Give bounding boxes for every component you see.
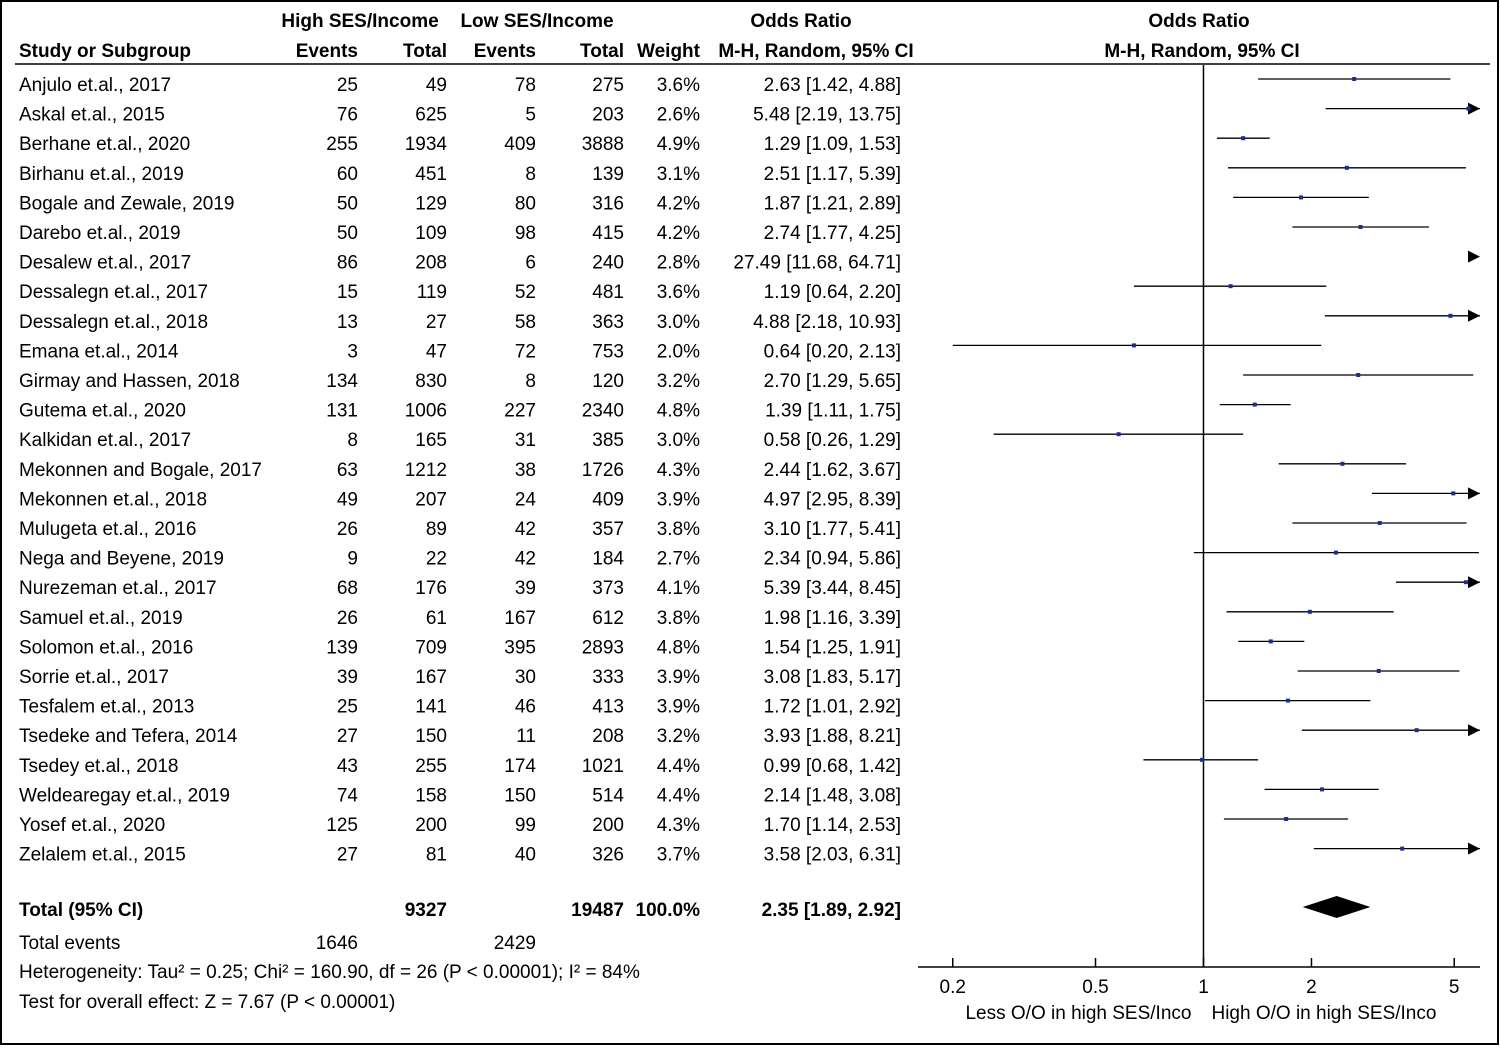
point-estimate — [1308, 610, 1312, 614]
total1-cell: 255 — [415, 755, 447, 777]
total1-cell: 830 — [415, 371, 447, 392]
events1-cell: 255 — [326, 134, 358, 156]
weight-cell: 4.2% — [656, 223, 700, 244]
events2-cell: 52 — [514, 282, 536, 304]
point-estimate — [1299, 195, 1303, 199]
total2-cell: 275 — [592, 75, 624, 96]
events1-cell: 13 — [336, 311, 358, 333]
weight-cell: 4.4% — [656, 785, 700, 807]
weight-cell: 3.9% — [656, 667, 700, 688]
total2-cell: 481 — [592, 282, 624, 304]
events1-cell: 9 — [347, 548, 358, 570]
study-name: Askal et.al., 2015 — [19, 104, 165, 126]
ci-text-cell: 1.39 [1.11, 1.75] — [765, 400, 901, 422]
point-estimate — [1229, 284, 1233, 288]
events1-cell: 26 — [336, 607, 358, 629]
events1-cell: 43 — [336, 755, 358, 777]
total2-cell: 326 — [592, 844, 624, 866]
weight-cell: 4.8% — [656, 637, 700, 659]
point-estimate — [1340, 462, 1344, 466]
events2-cell: 38 — [514, 459, 536, 481]
total2-cell: 200 — [592, 815, 624, 836]
total2-cell: 2893 — [581, 637, 624, 659]
events2-cell: 72 — [514, 341, 536, 363]
point-estimate — [1334, 551, 1338, 555]
col-total2-header: Total — [580, 41, 624, 62]
total2-cell: 409 — [592, 489, 624, 511]
total1-cell: 109 — [415, 223, 447, 244]
study-name: Tsedey et.al., 2018 — [19, 755, 179, 777]
x-tick-label: 2 — [1306, 977, 1317, 998]
total1-cell: 625 — [415, 104, 447, 126]
total1-cell: 165 — [415, 430, 447, 452]
total2-cell: 2340 — [581, 400, 624, 422]
col-events2-header: Events — [473, 41, 536, 62]
weight-cell: 3.9% — [656, 489, 700, 511]
total-n2: 19487 — [571, 900, 624, 921]
study-name: Solomon et.al., 2016 — [19, 637, 194, 659]
total1-cell: 158 — [415, 785, 447, 807]
events1-cell: 74 — [336, 785, 358, 807]
events2-cell: 8 — [525, 371, 536, 392]
study-name: Nurezeman et.al., 2017 — [19, 578, 217, 600]
heterogeneity-text: Heterogeneity: Tau² = 0.25; Chi² = 160.90, df = 26 (P < 0.00001); I² = 84% — [19, 962, 640, 983]
weight-cell: 3.0% — [656, 311, 700, 333]
total2-cell: 240 — [592, 252, 624, 274]
ci-text-cell: 0.64 [0.20, 2.13] — [763, 341, 901, 363]
point-estimate — [1132, 343, 1136, 347]
events2-cell: 31 — [514, 430, 536, 452]
point-estimate — [1448, 314, 1452, 318]
point-estimate — [1466, 107, 1470, 111]
total1-cell: 176 — [415, 578, 447, 600]
group1-header: High SES/Income — [281, 11, 439, 32]
total2-cell: 1726 — [581, 459, 624, 481]
weight-cell: 3.8% — [656, 607, 700, 629]
ci-text-cell: 3.58 [2.03, 6.31] — [763, 844, 901, 866]
ci-text-cell: 1.54 [1.25, 1.91] — [763, 637, 901, 659]
events2-cell: 167 — [504, 607, 536, 629]
events2-cell: 80 — [514, 193, 536, 215]
point-estimate — [1378, 521, 1382, 525]
events1-cell: 25 — [336, 696, 358, 718]
total1-cell: 1212 — [404, 459, 447, 481]
total2-cell: 357 — [592, 519, 624, 540]
point-estimate — [1241, 136, 1245, 140]
total2-cell: 514 — [592, 785, 624, 807]
events1-cell: 60 — [336, 163, 358, 185]
events2-cell: 78 — [514, 75, 536, 96]
x-tick-label: 0.2 — [939, 977, 966, 998]
weight-cell: 2.8% — [656, 252, 700, 274]
total1-cell: 709 — [415, 637, 447, 659]
events2-cell: 24 — [514, 489, 536, 511]
ci-text-cell: 0.99 [0.68, 1.42] — [763, 755, 901, 777]
total2-cell: 1021 — [581, 755, 624, 777]
weight-cell: 3.9% — [656, 696, 700, 718]
events2-cell: 150 — [504, 785, 536, 807]
ci-text-cell: 4.88 [2.18, 10.93] — [753, 311, 901, 333]
study-name: Girmay and Hassen, 2018 — [19, 371, 240, 392]
ci-text-cell: 2.51 [1.17, 5.39] — [763, 163, 901, 185]
ci-text-cell: 1.72 [1.01, 2.92] — [763, 696, 901, 718]
col-ci-header-right: M-H, Random, 95% CI — [1104, 41, 1300, 62]
total2-cell: 753 — [592, 341, 624, 363]
events2-cell: 11 — [516, 726, 536, 748]
total2-cell: 316 — [592, 193, 624, 215]
point-estimate — [1415, 728, 1419, 732]
weight-cell: 4.8% — [656, 400, 700, 422]
events1-cell: 134 — [326, 371, 358, 392]
total2-cell: 612 — [592, 607, 624, 629]
events2-cell: 58 — [514, 311, 536, 333]
weight-cell: 4.3% — [656, 815, 700, 836]
ci-text-cell: 5.48 [2.19, 13.75] — [753, 104, 901, 126]
total1-cell: 141 — [415, 696, 447, 718]
events1-cell: 131 — [326, 400, 358, 422]
total1-cell: 119 — [416, 282, 447, 304]
point-estimate — [1464, 580, 1468, 584]
weight-cell: 3.2% — [656, 371, 700, 392]
total-events-label: Total events — [19, 933, 121, 954]
weight-cell: 2.6% — [656, 104, 700, 126]
study-name: Mulugeta et.al., 2016 — [19, 519, 197, 540]
weight-cell: 3.6% — [656, 75, 700, 96]
events1-cell: 27 — [336, 844, 358, 866]
weight-cell: 4.3% — [656, 459, 700, 481]
total1-cell: 81 — [425, 844, 447, 866]
total-weight: 100.0% — [635, 900, 700, 921]
events2-cell: 8 — [525, 163, 536, 185]
x-tick-label: 1 — [1198, 977, 1209, 998]
events1-cell: 39 — [336, 667, 358, 688]
study-name: Dessalegn et.al., 2017 — [19, 282, 209, 304]
study-name: Mekonnen et.al., 2018 — [19, 489, 208, 511]
events2-cell: 98 — [514, 223, 536, 244]
total2-cell: 184 — [592, 548, 624, 570]
point-estimate — [1400, 847, 1404, 851]
total2-cell: 333 — [592, 667, 624, 688]
study-name: Bogale and Zewale, 2019 — [19, 193, 235, 215]
weight-cell: 3.6% — [656, 282, 700, 304]
events2-cell: 409 — [504, 134, 536, 156]
col-weight-header: Weight — [637, 41, 700, 62]
ci-text-cell: 4.97 [2.95, 8.39] — [763, 489, 901, 511]
total1-cell: 150 — [415, 726, 447, 748]
point-estimate — [1284, 817, 1288, 821]
total-n1: 9327 — [404, 900, 447, 921]
figure-border — [1, 1, 1498, 1044]
events1-cell: 3 — [347, 341, 358, 363]
events1-cell: 86 — [336, 252, 358, 274]
ci-text-cell: 3.08 [1.83, 5.17] — [763, 667, 901, 688]
ci-text-cell: 1.29 [1.09, 1.53] — [763, 134, 901, 156]
total1-cell: 22 — [425, 548, 447, 570]
total1-cell: 200 — [415, 815, 447, 836]
weight-cell: 4.1% — [656, 578, 700, 600]
ci-text-cell: 3.10 [1.77, 5.41] — [763, 519, 901, 540]
odds-ratio-header-right: Odds Ratio — [1148, 11, 1250, 32]
study-name: Emana et.al., 2014 — [19, 341, 179, 363]
events2-cell: 46 — [514, 696, 536, 718]
study-name: Weldearegay et.al., 2019 — [19, 785, 230, 807]
total2-cell: 413 — [592, 696, 624, 718]
events1-cell: 49 — [336, 489, 358, 511]
total1-cell: 47 — [425, 341, 447, 363]
total2-cell: 120 — [592, 371, 624, 392]
point-estimate — [1269, 639, 1273, 643]
study-name: Yosef et.al., 2020 — [19, 815, 166, 836]
col-events1-header: Events — [295, 41, 358, 62]
total-events2: 2429 — [493, 933, 536, 954]
study-name: Anjulo et.al., 2017 — [19, 75, 172, 96]
ci-text-cell: 2.14 [1.48, 3.08] — [763, 785, 901, 807]
total2-cell: 363 — [592, 311, 624, 333]
events1-cell: 50 — [336, 193, 358, 215]
events2-cell: 39 — [514, 578, 536, 600]
study-name: Darebo et.al., 2019 — [19, 223, 181, 244]
study-name: Zelalem et.al., 2015 — [19, 844, 186, 866]
col-ci-header-left: M-H, Random, 95% CI — [718, 41, 914, 62]
total2-cell: 373 — [592, 578, 624, 600]
point-estimate — [1320, 787, 1324, 791]
total1-cell: 451 — [415, 163, 447, 185]
total1-cell: 129 — [415, 193, 447, 215]
events1-cell: 125 — [326, 815, 358, 836]
weight-cell: 3.8% — [656, 519, 700, 540]
events1-cell: 25 — [336, 75, 358, 96]
ci-text-cell: 2.34 [0.94, 5.86] — [763, 548, 901, 570]
study-name: Dessalegn et.al., 2018 — [19, 311, 209, 333]
weight-cell: 3.0% — [656, 430, 700, 452]
point-estimate — [1356, 373, 1360, 377]
total1-cell: 1934 — [404, 134, 447, 156]
events2-cell: 395 — [504, 637, 536, 659]
study-name: Tsedeke and Tefera, 2014 — [19, 726, 238, 748]
study-name: Mekonnen and Bogale, 2017 — [19, 459, 262, 481]
weight-cell: 3.2% — [656, 726, 700, 748]
weight-cell: 3.7% — [656, 844, 700, 866]
ci-text-cell: 5.39 [3.44, 8.45] — [763, 578, 901, 600]
events1-cell: 68 — [336, 578, 358, 600]
total1-cell: 208 — [415, 252, 447, 274]
group2-header: Low SES/Income — [460, 11, 614, 32]
events1-cell: 27 — [336, 726, 358, 748]
ci-text-cell: 2.70 [1.29, 5.65] — [763, 371, 901, 392]
total1-cell: 49 — [425, 75, 447, 96]
ci-text-cell: 1.19 [0.64, 2.20] — [763, 282, 901, 304]
events2-cell: 42 — [514, 548, 536, 570]
ci-text-cell: 2.44 [1.62, 3.67] — [763, 459, 901, 481]
total2-cell: 139 — [592, 163, 624, 185]
study-name: Tesfalem et.al., 2013 — [19, 696, 195, 718]
total1-cell: 27 — [425, 311, 447, 333]
total1-cell: 1006 — [404, 400, 447, 422]
ci-text-cell: 3.93 [1.88, 8.21] — [763, 726, 901, 748]
col-study-header: Study or Subgroup — [19, 41, 192, 62]
total1-cell: 207 — [415, 489, 447, 511]
events2-cell: 5 — [525, 104, 536, 126]
point-estimate — [1200, 758, 1204, 762]
weight-cell: 4.9% — [656, 134, 700, 156]
weight-cell: 3.1% — [656, 163, 700, 185]
point-estimate — [1253, 403, 1257, 407]
odds-ratio-header-left: Odds Ratio — [750, 11, 852, 32]
weight-cell: 2.7% — [656, 548, 700, 570]
total-ci-text: 2.35 [1.89, 2.92] — [761, 900, 901, 921]
total1-cell: 61 — [425, 607, 447, 629]
study-name: Sorrie et.al., 2017 — [19, 667, 169, 688]
col-total1-header: Total — [403, 41, 447, 62]
total-events1: 1646 — [315, 933, 358, 954]
total1-cell: 167 — [415, 667, 447, 688]
overall-effect-text: Test for overall effect: Z = 7.67 (P < 0.00001) — [19, 992, 396, 1013]
events2-cell: 40 — [514, 844, 536, 866]
total-label: Total (95% CI) — [19, 900, 144, 921]
events1-cell: 50 — [336, 223, 358, 244]
events1-cell: 8 — [347, 430, 358, 452]
x-axis-left-label: Less O/O in high SES/Inco — [965, 1003, 1192, 1024]
study-name: Gutema et.al., 2020 — [19, 400, 186, 422]
events1-cell: 63 — [336, 459, 358, 481]
x-tick-label: 5 — [1448, 977, 1460, 998]
study-name: Kalkidan et.al., 2017 — [19, 430, 192, 452]
point-estimate — [1286, 699, 1290, 703]
study-name: Desalew et.al., 2017 — [19, 252, 192, 274]
total2-cell: 3888 — [581, 134, 624, 156]
ci-text-cell: 1.70 [1.14, 2.53] — [763, 815, 901, 836]
events2-cell: 30 — [514, 667, 536, 688]
total2-cell: 415 — [592, 223, 624, 244]
ci-text-cell: 0.58 [0.26, 1.29] — [763, 430, 901, 452]
point-estimate — [1345, 166, 1349, 170]
weight-cell: 2.0% — [656, 341, 700, 363]
ci-text-cell: 2.74 [1.77, 4.25] — [763, 223, 901, 244]
events2-cell: 174 — [504, 755, 536, 777]
study-name: Birhanu et.al., 2019 — [19, 163, 184, 185]
total1-cell: 89 — [425, 519, 447, 540]
ci-text-cell: 27.49 [11.68, 64.71] — [733, 252, 901, 274]
total2-cell: 385 — [592, 430, 624, 452]
point-estimate — [1352, 77, 1356, 81]
events2-cell: 227 — [504, 400, 536, 422]
events2-cell: 42 — [514, 519, 536, 540]
weight-cell: 4.2% — [656, 193, 700, 215]
events1-cell: 76 — [336, 104, 358, 126]
point-estimate — [1359, 225, 1363, 229]
events1-cell: 26 — [336, 519, 358, 540]
point-estimate — [1451, 491, 1455, 495]
events2-cell: 99 — [514, 815, 536, 836]
x-axis-right-label: High O/O in high SES/Inco — [1211, 1003, 1437, 1024]
study-name: Samuel et.al., 2019 — [19, 607, 183, 629]
total2-cell: 208 — [592, 726, 624, 748]
x-tick-label: 0.5 — [1082, 977, 1109, 998]
total2-cell: 203 — [592, 104, 624, 126]
study-name: Nega and Beyene, 2019 — [19, 548, 224, 570]
ci-text-cell: 2.63 [1.42, 4.88] — [763, 75, 901, 96]
events2-cell: 6 — [525, 252, 536, 274]
ci-text-cell: 1.98 [1.16, 3.39] — [763, 607, 901, 629]
events1-cell: 15 — [336, 282, 358, 304]
events1-cell: 139 — [326, 637, 358, 659]
point-estimate — [1117, 432, 1121, 436]
weight-cell: 4.4% — [656, 755, 700, 777]
ci-text-cell: 1.87 [1.21, 2.89] — [763, 193, 901, 215]
point-estimate — [1377, 669, 1381, 673]
study-name: Berhane et.al., 2020 — [19, 134, 191, 156]
